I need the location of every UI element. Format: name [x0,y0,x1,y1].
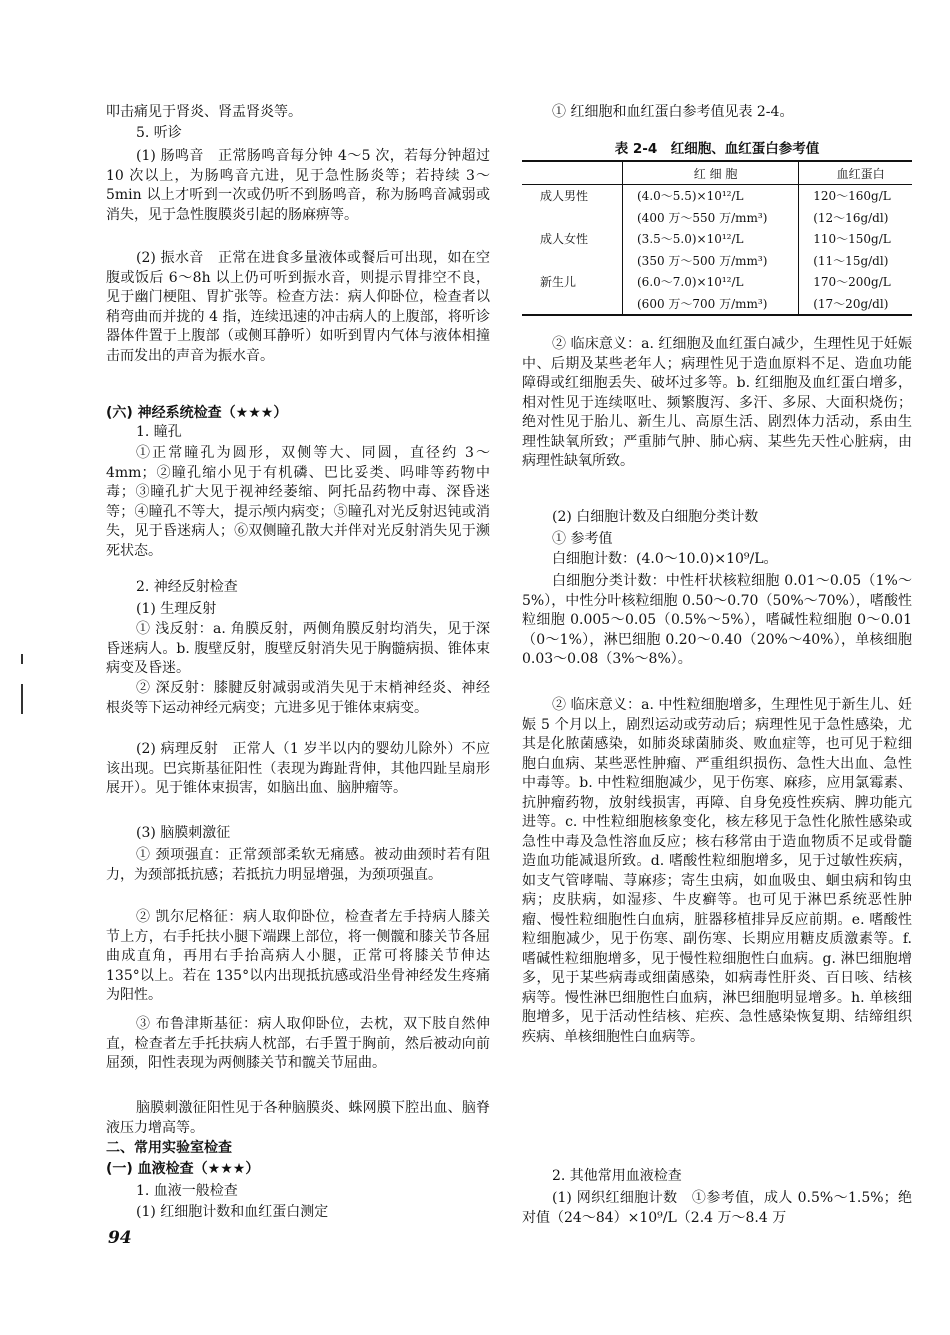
paragraph: ② 深反射：膝腱反射减弱或消失见于末梢神经炎、神经根炎等下运动神经元病变；亢进多见于锥体束病变。 [106,680,490,716]
table-row [522,293,912,316]
paragraph: (1) 网织红细胞计数 ①参考值，成人 0.5%～1.5%；绝对值（24～84）×10⁹/L（2.4 万～8.4 万 [522,1190,912,1226]
table-cell: (11～15g/dl) [813,253,889,268]
subheading: 2. 其他常用血液检查 [552,1168,682,1184]
paragraph: 叩击痛见于肾炎、肾盂肾炎等。 [106,104,302,120]
table-cell: 110～150g/L [813,232,891,247]
table-row [522,185,912,207]
subheading: (1) 生理反射 [136,601,217,617]
page-number: 94 [108,1228,132,1248]
subheading: (1) 红细胞计数和血红蛋白测定 [136,1204,329,1220]
subheading: 5. 听诊 [136,125,182,141]
table-title: 表 2-4 红细胞、血红蛋白参考值 [614,141,820,157]
table-header-cell [522,161,623,185]
table-cell: (600 万～700 万/mm³) [623,293,799,316]
margin-mark [21,654,23,664]
subheading: 1. 瞳孔 [136,424,182,440]
paragraph: (2) 振水音 正常在进食多量液体或餐后可出现，如在空腹或饭后 6～8h 以上仍可听到振水音，则提示胃排空不良，见于幽门梗阻、胃扩张等。检查方法：病人仰卧位，检查者以稍弯曲而并拢的 4 指，连续迅速的冲击病人的上腹部，将听诊器体件置于上腹部（或侧耳静听）如听到胃内气体与液体相撞击而发出的声音为振水音。 [106,250,490,364]
subheading: 2. 神经反射检查 [136,579,238,595]
paragraph: ①正常瞳孔为圆形，双侧等大、同圆，直径约 3～4mm；②瞳孔缩小见于有机磷、巴比妥类、吗啡等药物中毒；③瞳孔扩大见于视神经萎缩、阿托品药物中毒、深昏迷等；④瞳孔不等大，提示颅内病变；⑤瞳孔对光反射迟钝或消失，见于昏迷病人；⑥双侧瞳孔散大并伴对光反射消失见于濒死状态。 [106,445,490,559]
table-cell [522,207,623,229]
margin-mark [21,684,23,714]
subheading: (2) 白细胞计数及白细胞分类计数 [552,509,759,525]
paragraph: ② 临床意义：a. 中性粒细胞增多，生理性见于新生儿、妊娠 5 个月以上，剧烈运动或劳动后；病理性见于急性感染，尤其是化脓菌感染，如肺炎球菌肺炎、败血症等，也可见于粒细胞白血病、某些恶性肿瘤、严重组织损伤、急性大出血、急性中毒等。b. 中性粒细胞减少，见于伤寒、麻疹，应用氯霉素、抗肿瘤药物，放射线损害，再障、自身免疫性疾病、脾功能亢进等。c. 中性粒细胞核象变化，核左移见于急性化脓性感染或急性中毒及急性溶血反应；核右移常由于造血物质不足或骨髓造血功能减退所致。d. 嗜酸性粒细胞增多，见于过敏性疾病，如支气管哮喘、荨麻疹；寄生虫病，如血吸虫、蛔虫病和钩虫病；皮肤病，如湿疹、牛皮癣等。也可见于淋巴系统恶性肿瘤、慢性粒细胞性白血病，脏器移植排异反应前期。e. 嗜酸性粒细胞减少，见于伤寒、副伤寒、长期应用糖皮质激素等。f. 嗜碱性粒细胞增多，见于慢性粒细胞性白血病。g. 淋巴细胞增多，见于某些病毒或细菌感染，如病毒性肝炎、百日咳、结核病等。慢性淋巴细胞性白血病，淋巴细胞明显增多。h. 单核细胞增多，见于活动性结核、疟疾、急性感染恢复期、结缔组织疾病、单核细胞性白血病等。 [522,697,912,1045]
reference-table [522,160,912,316]
table-row [522,228,912,250]
table-cell: 170～200g/L [813,275,891,290]
paragraph: 白细胞计数：(4.0～10.0)×10⁹/L。 [552,551,778,567]
table-row [522,250,912,272]
paragraph: ① 浅反射：a. 角膜反射，两侧角膜反射均消失，见于深昏迷病人。b. 腹壁反射，腹壁反射消失见于胸髓病损、锥体束病变及昏迷。 [106,621,490,676]
table-header-row [522,161,912,185]
section-heading: (六) 神经系统检查（★★★） [106,405,288,421]
paragraph: (1) 肠鸣音 正常肠鸣音每分钟 4～5 次，若每分钟超过 10 次以上，为肠鸣音亢进，见于急性肠炎等；若持续 3～5min 以上才听到一次或仍听不到肠鸣音，称为肠鸣音减弱或消失，见于急性腹膜炎引起的肠麻痹等。 [106,148,490,223]
table-cell: (6.0～7.0)×10¹²/L [623,271,799,293]
table-header-cell: 红 细 胞 [623,161,799,185]
paragraph: 白细胞分类计数：中性杆状核粒细胞 0.01～0.05（1%～5%），中性分叶核粒细胞 0.50～0.70（50%～70%），嗜酸性粒细胞 0.005～0.05（0.5%～5%），嗜碱性粒细胞 0～0.01（0～1%），淋巴细胞 0.20～0.40（20%～40%），单核细胞 0.03～0.08（3%～8%）。 [522,573,912,667]
section-heading: 二、常用实验室检查 [106,1140,232,1156]
paragraph: ③ 布鲁津斯基征：病人取仰卧位，去枕，双下肢自然伸直，检查者左手托扶病人枕部，右手置于胸前，然后被动向前屈颈，阳性表现为两侧膝关节和髋关节屈曲。 [106,1016,490,1071]
table-header-cell: 血红蛋白 [836,166,885,181]
subheading: 1. 血液一般检查 [136,1183,238,1199]
table-cell [522,293,623,316]
paragraph: (2) 病理反射 正常人（1 岁半以内的婴幼儿除外）不应该出现。巴宾斯基征阳性（表现为踇趾背伸，其他四趾呈扇形展开）。见于锥体束损害，如脑出血、脑肿瘤等。 [106,741,490,796]
table-cell: (350 万～500 万/mm³) [623,250,799,272]
paragraph: ② 凯尔尼格征：病人取仰卧位，检查者左手持病人膝关节上方，右手托扶小腿下端踝上部位，将一侧髋和膝关节各屈曲成直角，再用右手抬高病人小腿，正常可将膝关节伸达 135°以上。若在 135°以内出现抵抗感或沿坐骨神经发生疼痛为阳性。 [106,909,490,1003]
table-row [522,271,912,293]
table-cell: (400 万～550 万/mm³) [623,207,799,229]
table-cell: (3.5～5.0)×10¹²/L [623,228,799,250]
subheading: ① 参考值 [552,531,613,547]
table-cell: (17～20g/dl) [813,296,889,311]
table-cell: 成人女性 [522,228,623,250]
paragraph: ② 临床意义：a. 红细胞及血红蛋白减少，生理性见于妊娠中、后期及某些老年人；病理性见于造血原料不足、造血功能障碍或红细胞丢失、破坏过多等。b. 红细胞及血红蛋白增多，相对性见于连续呕吐、频繁腹泻、多汗、多尿、大面积烧伤；绝对性见于胎儿、新生儿、高原生活、剧烈体力活动，系由生理性缺氧所致；严重肺气肿、肺心病、某些先天性心脏病，由病理性缺氧所致。 [522,336,912,469]
table-cell: 120～160g/L [813,189,891,204]
table-cell [522,250,623,272]
table-cell: 新生儿 [522,271,623,293]
subheading: (3) 脑膜刺激征 [136,825,231,841]
table-cell: (12～16g/dl) [813,210,889,225]
table-row [522,207,912,229]
section-heading: (一) 血液检查（★★★） [106,1161,260,1177]
paragraph: ① 颈项强直：正常颈部柔软无痛感。被动曲颈时若有阻力，为颈部抵抗感；若抵抗力明显增强，为颈项强直。 [106,847,490,883]
table-cell: 成人男性 [522,185,623,207]
paragraph: ① 红细胞和血红蛋白参考值见表 2-4。 [552,104,794,120]
paragraph: 脑膜刺激征阳性见于各种脑膜炎、蛛网膜下腔出血、脑脊液压力增高等。 [106,1100,490,1136]
table-cell: (4.0～5.5)×10¹²/L [623,185,799,207]
